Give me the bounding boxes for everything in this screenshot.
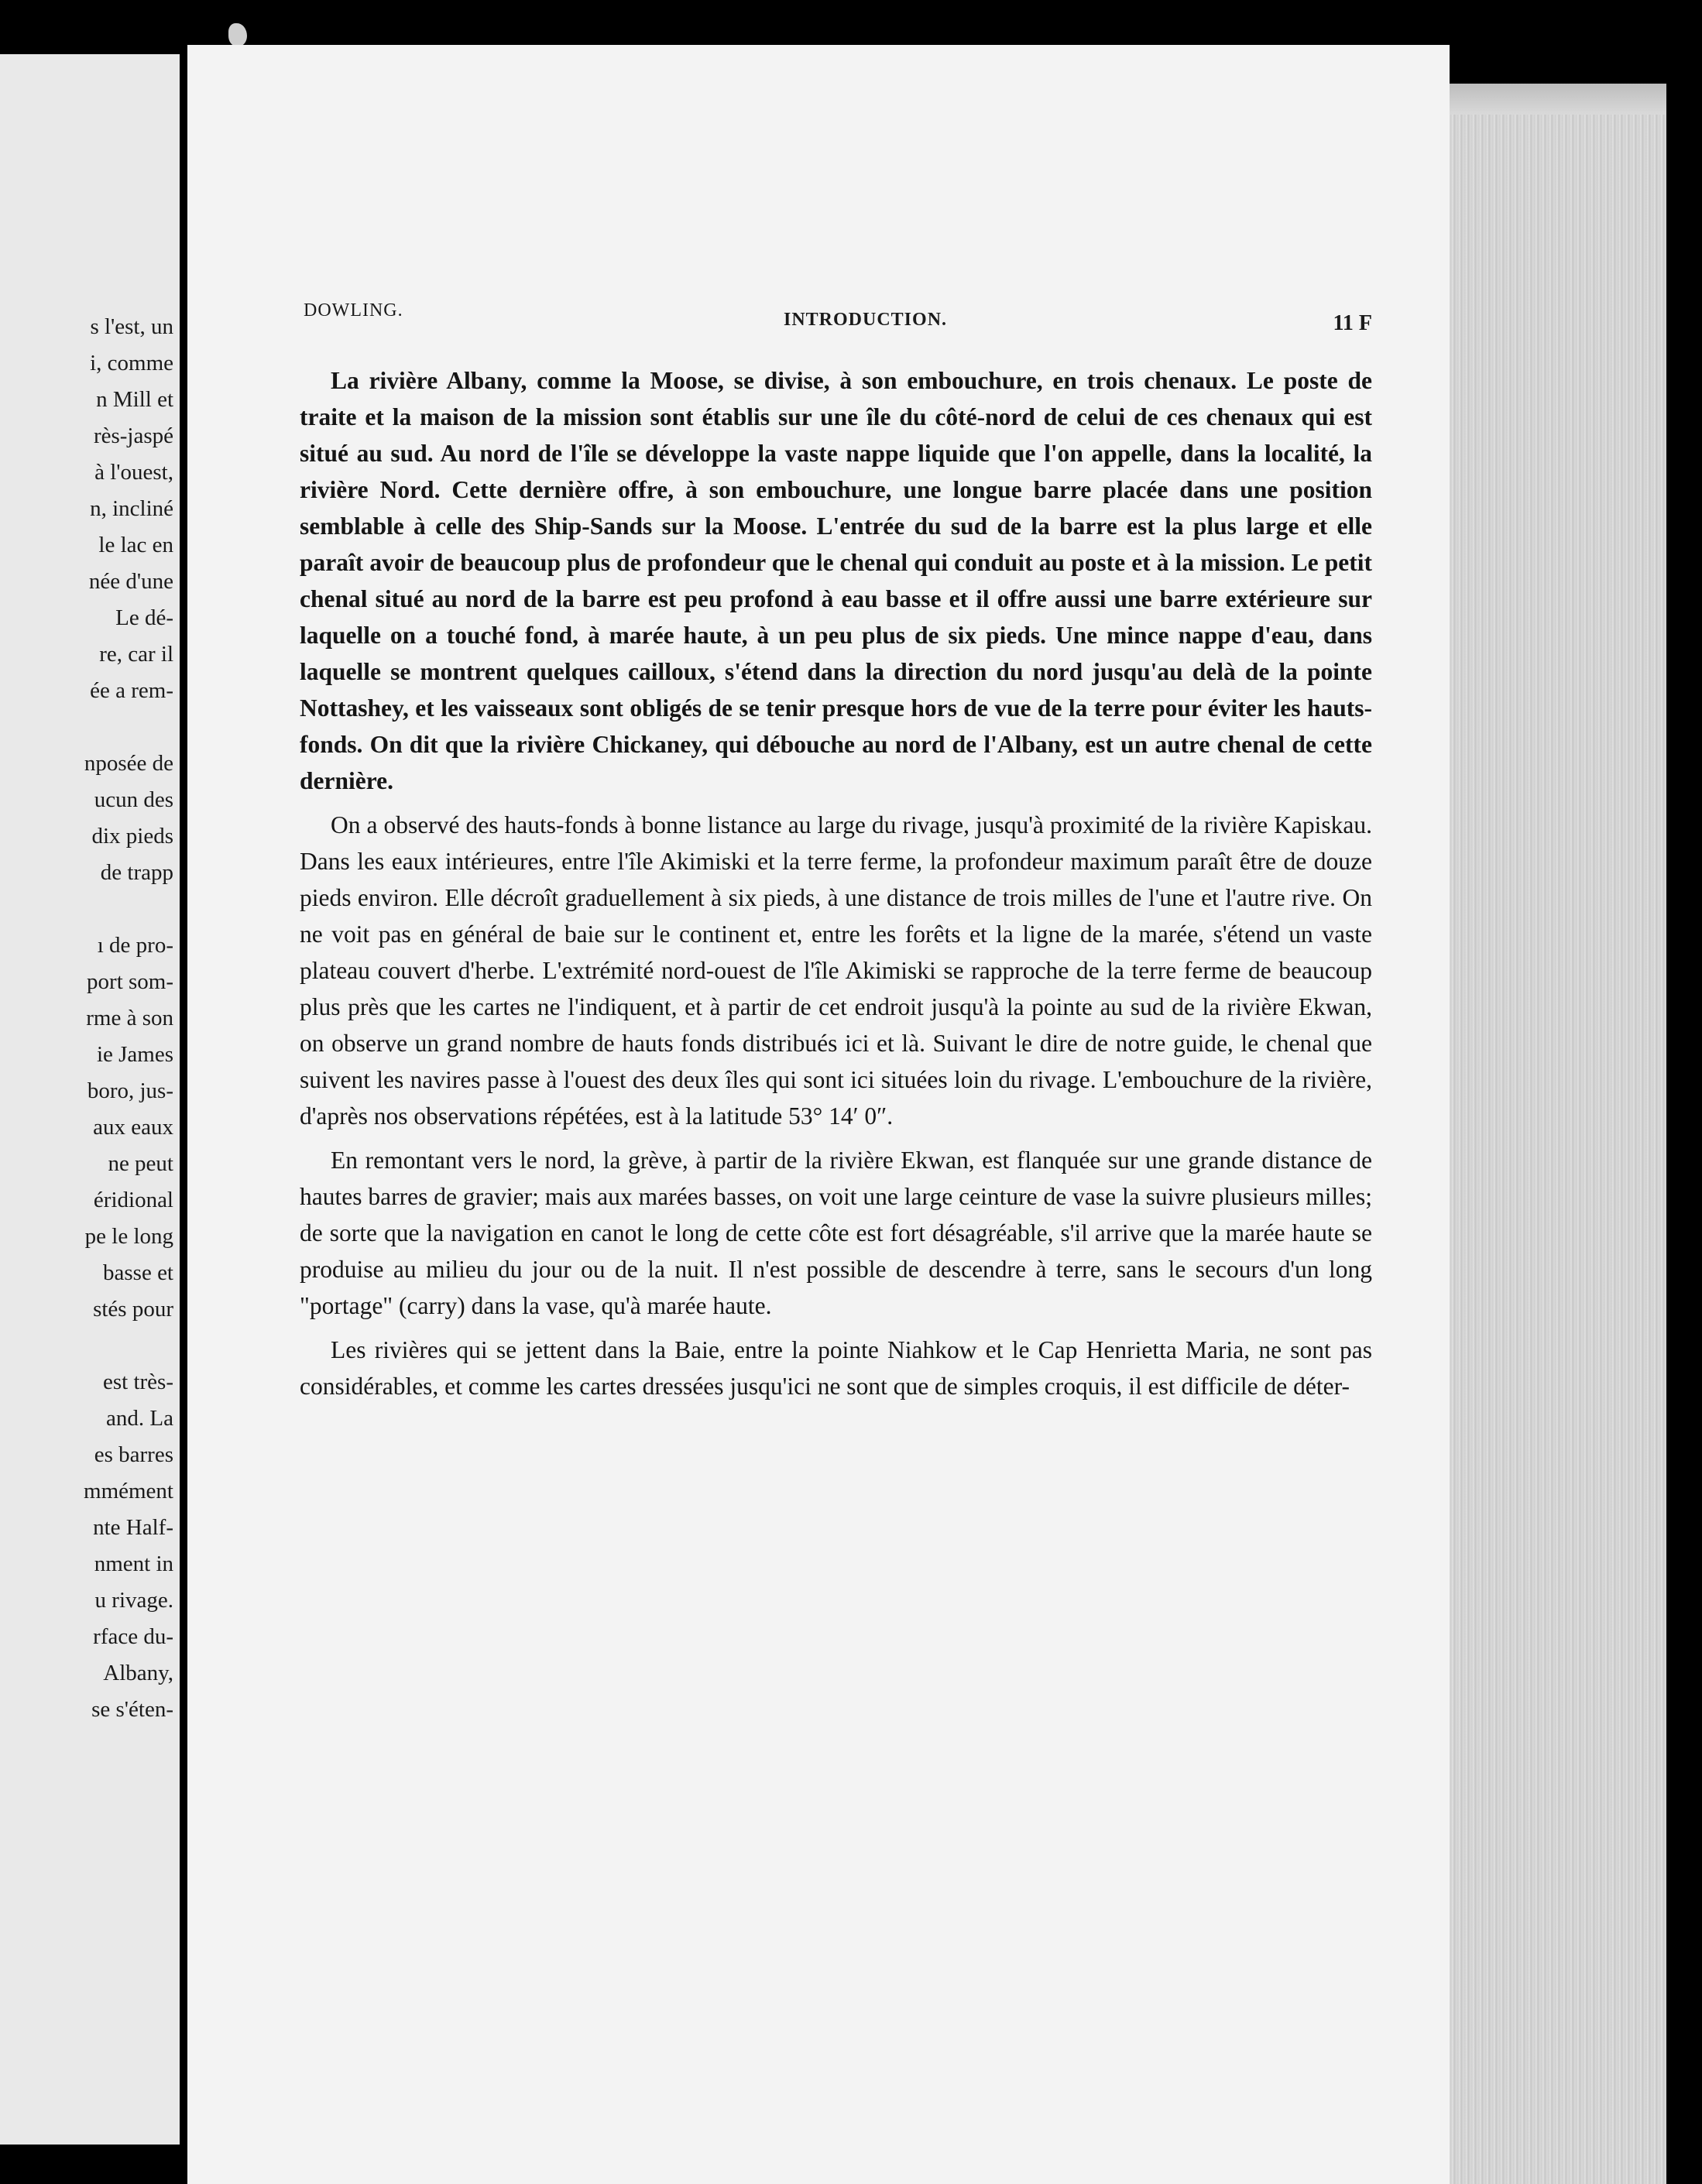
left-page-line: n, incliné xyxy=(90,496,173,521)
left-page-line: à l'ouest, xyxy=(94,460,173,485)
left-page-line: est très- xyxy=(103,1370,173,1394)
main-page xyxy=(187,45,1450,2184)
left-page-line: re, car il xyxy=(99,642,173,667)
page-edge-stack xyxy=(1450,84,1666,2184)
scan-border xyxy=(1666,84,1702,2184)
left-page-line: aux eaux xyxy=(93,1115,173,1140)
left-page-line: rme à son xyxy=(86,1006,173,1030)
left-page-line: pe le long xyxy=(84,1224,173,1249)
left-page-line: and. La xyxy=(106,1406,173,1431)
left-page-line: rface du- xyxy=(93,1624,173,1649)
left-page-line: ı de pro- xyxy=(97,933,173,958)
left-page-line: s l'est, un xyxy=(90,314,173,339)
left-page-line: basse et xyxy=(103,1260,173,1285)
left-page-line: es barres xyxy=(94,1442,173,1467)
body-text xyxy=(300,362,1372,1412)
left-page-line: port som- xyxy=(87,969,173,994)
left-page-line: éridional xyxy=(93,1188,173,1212)
left-page-line: Le dé- xyxy=(115,605,173,630)
header-title: INTRODUCTION. xyxy=(784,310,948,330)
left-page-line: boro, jus- xyxy=(87,1078,173,1103)
left-page-line: ée a rem- xyxy=(90,678,173,703)
left-page-line: i, comme xyxy=(90,351,173,375)
left-page-line: stés pour xyxy=(93,1297,173,1322)
paragraph-4: Les rivières qui se jettent dans la Baie, entre la pointe Niahkow et le Cap Henrietta Maria, ne sont pas considérables, et comme les cartes dressées jusqu'ici ne sont que de simples croquis, il est difficile de déter- xyxy=(300,1336,1372,1400)
left-page-line: rès-jaspé xyxy=(93,423,173,448)
header-author: DOWLING. xyxy=(304,300,403,321)
left-page-line: ie James xyxy=(96,1042,173,1067)
paragraph-3: En remontant vers le nord, la grève, à partir de la rivière Ekwan, est flanquée sur une grande distance de hautes barres de gravier; mais aux marées basses, on voit une large ceinture de vase la suivre plusieurs milles; de sorte que la navigation en canot le long de cette côte est fort désagréable, s'il arrive que la marée haute se produise au milieu du jour ou de la nuit. Il n'est possible de descendre à terre, sans le secours d'un long "portage" (carry) dans la vase, qu'à marée haute. xyxy=(300,1147,1372,1319)
running-header xyxy=(304,300,1372,339)
left-page-line: de trapp xyxy=(100,860,173,885)
left-page-line: dix pieds xyxy=(91,824,173,849)
left-page-line: Albany, xyxy=(103,1661,173,1685)
page-number: 11 F xyxy=(1333,311,1372,335)
left-page-line: ucun des xyxy=(94,787,173,812)
left-page-line: née d'une xyxy=(88,569,173,594)
left-page-line: le lac en xyxy=(98,533,173,557)
left-page-line: u rivage. xyxy=(94,1588,173,1613)
left-page-line: n Mill et xyxy=(96,387,173,412)
left-page-line: se s'éten- xyxy=(91,1697,173,1722)
left-page-line: ne peut xyxy=(108,1151,173,1176)
binding-mark xyxy=(228,23,247,46)
paragraph-2: On a observé des hauts-fonds à bonne listance au large du rivage, jusqu'à proximité de la rivière Kapiskau. Dans les eaux intérieures, entre l'île Akimiski et la terre ferme, la profondeur maximum paraît être de douze pieds environ. Elle décroît graduellement à six pieds, à une distance de trois milles de l'une et l'autre rive. On ne voit pas en général de baie sur le continent et, entre les forêts et la ligne de la marée, s'étend un vaste plateau couvert d'herbe. L'extrémité nord-ouest de l'île Akimiski se rapproche de la terre ferme de beaucoup plus près que les cartes ne l'indiquent, et à partir de cet endroit jusqu'à la pointe au sud de la rivière Ekwan, on observe un grand nombre de hauts fonds distribués ici et là. Suivant le dire de notre guide, le chenal que suivent les navires passe à l'ouest des deux îles qui sont ici situées loin du rivage. L'embouchure de la rivière, d'après nos observations répétées, est à la latitude 53° 14′ 0″. xyxy=(300,811,1372,1130)
left-page-line: nte Half- xyxy=(93,1515,173,1540)
left-page-line: mmément xyxy=(84,1479,173,1503)
left-page-line: nment in xyxy=(94,1551,173,1576)
left-page-line: nposée de xyxy=(84,751,173,776)
left-facing-page xyxy=(0,54,180,2145)
paragraph-1: La rivière Albany, comme la Moose, se divise, à son embouchure, en trois chenaux. Le poste de traite et la maison de la mission sont établis sur une île du côté-nord de celui de ces chenaux qui est situé au sud. Au nord de l'île se développe la vaste nappe liquide que l'on appelle, dans la localité, la rivière Nord. Cette dernière offre, à son embouchure, une longue barre placée dans une position semblable à celle des Ship-Sands sur la Moose. L'entrée du sud de la barre est la plus large et elle paraît avoir de beaucoup plus de profondeur que le chenal qui conduit au poste et à la mission. Le petit chenal situé au nord de la barre est peu profond à eau basse et il offre aussi une barre extérieure sur laquelle on a touché fond, à marée haute, à un peu plus de six pieds. Une mince nappe d'eau, dans laquelle se montrent quelques cailloux, s'étend dans la direction du nord jusqu'au delà de la pointe Nottashey, et les vaisseaux sont obligés de se tenir presque hors de vue de la terre pour éviter les hauts-fonds. On dit que la rivière Chickaney, qui débouche au nord de l'Albany, est un autre chenal de cette dernière. xyxy=(300,367,1372,794)
